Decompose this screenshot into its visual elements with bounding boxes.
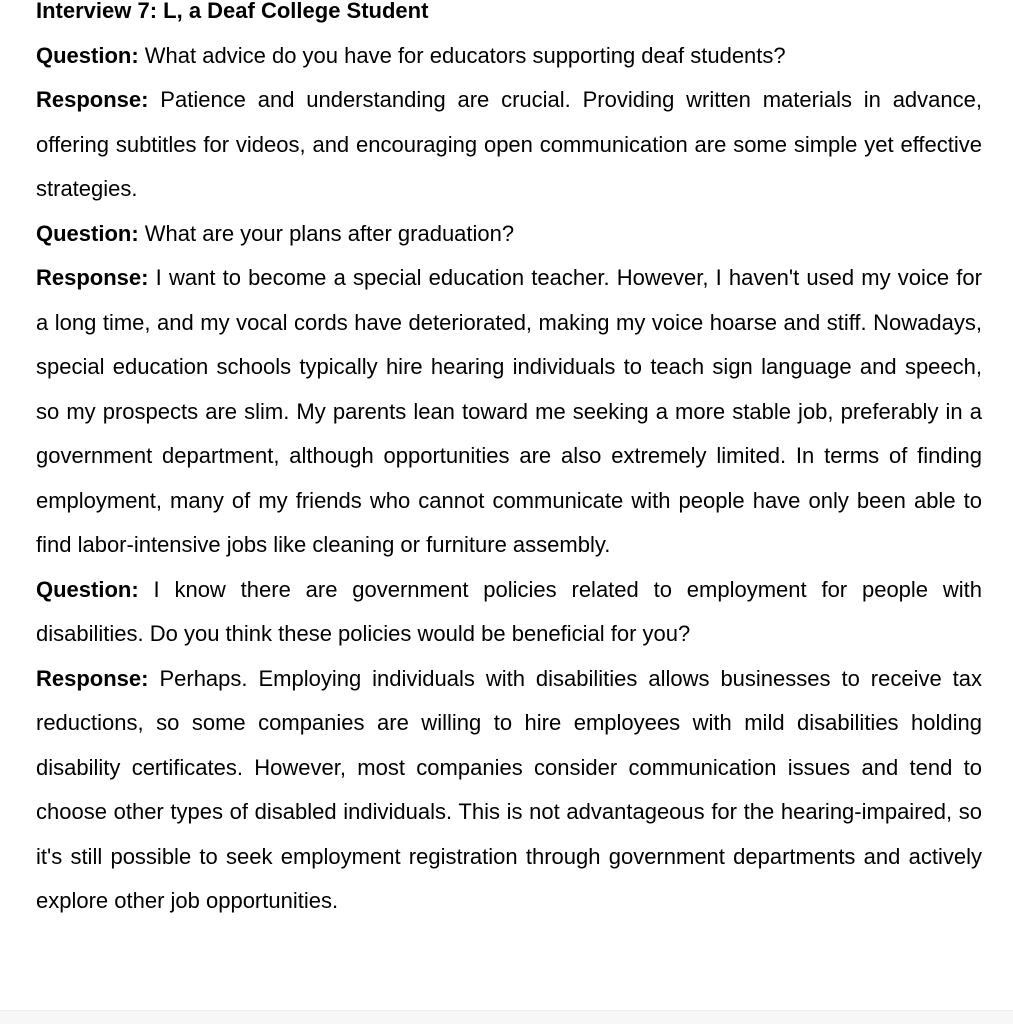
question-text: I know there are government policies related to employment for people with disabilities. Do you think these policies would be beneficial for you? xyxy=(36,576,982,646)
response-label: Response: xyxy=(36,87,149,112)
response-label: Response: xyxy=(36,265,149,290)
question-label: Question: xyxy=(36,576,139,602)
question-paragraph xyxy=(36,212,982,257)
response-text: I want to become a special education teacher. However, I haven't used my voice for a long time, and my vocal cords have deteriorated, making my voice hoarse and stiff. Nowadays, special education schools typically hire hearing individuals to teach sign language and speech, so my prospects are slim. My parents lean toward me seeking a more stable job, preferably in a government department, although opportunities are also extremely limited. In terms of finding employment, many of my friends who cannot communicate with people have only been able to find labor-intensive jobs like cleaning or furniture assembly. xyxy=(36,265,982,557)
response-paragraph xyxy=(36,657,982,924)
question-label: Question: xyxy=(36,220,139,246)
page-bottom-edge xyxy=(0,1010,1013,1024)
interview-transcript xyxy=(36,0,982,924)
page-title: Interview 7: L, a Deaf College Student xyxy=(36,0,429,23)
question-paragraph xyxy=(36,34,982,79)
question-label: Question: xyxy=(36,42,139,68)
response-text: Perhaps. Employing individuals with disabilities allows businesses to receive tax reductions, so some companies are willing to hire employees with mild disabilities holding disability certificates. However, most companies consider communication issues and tend to choose other types of disabled individuals. This is not advantageous for the hearing-impaired, so it's still possible to seek employment registration through government departments and actively explore other job opportunities. xyxy=(36,665,982,913)
question-text: What advice do you have for educators supporting deaf students? xyxy=(144,42,786,68)
question-paragraph xyxy=(36,568,982,657)
response-text: Patience and understanding are crucial. Providing written materials in advance, offering subtitles for videos, and encouraging open communication are some simple yet effective strategies. xyxy=(36,87,982,201)
question-text: What are your plans after graduation? xyxy=(144,220,515,246)
response-paragraph xyxy=(36,78,982,212)
response-paragraph xyxy=(36,256,982,568)
response-label: Response: xyxy=(36,665,149,691)
